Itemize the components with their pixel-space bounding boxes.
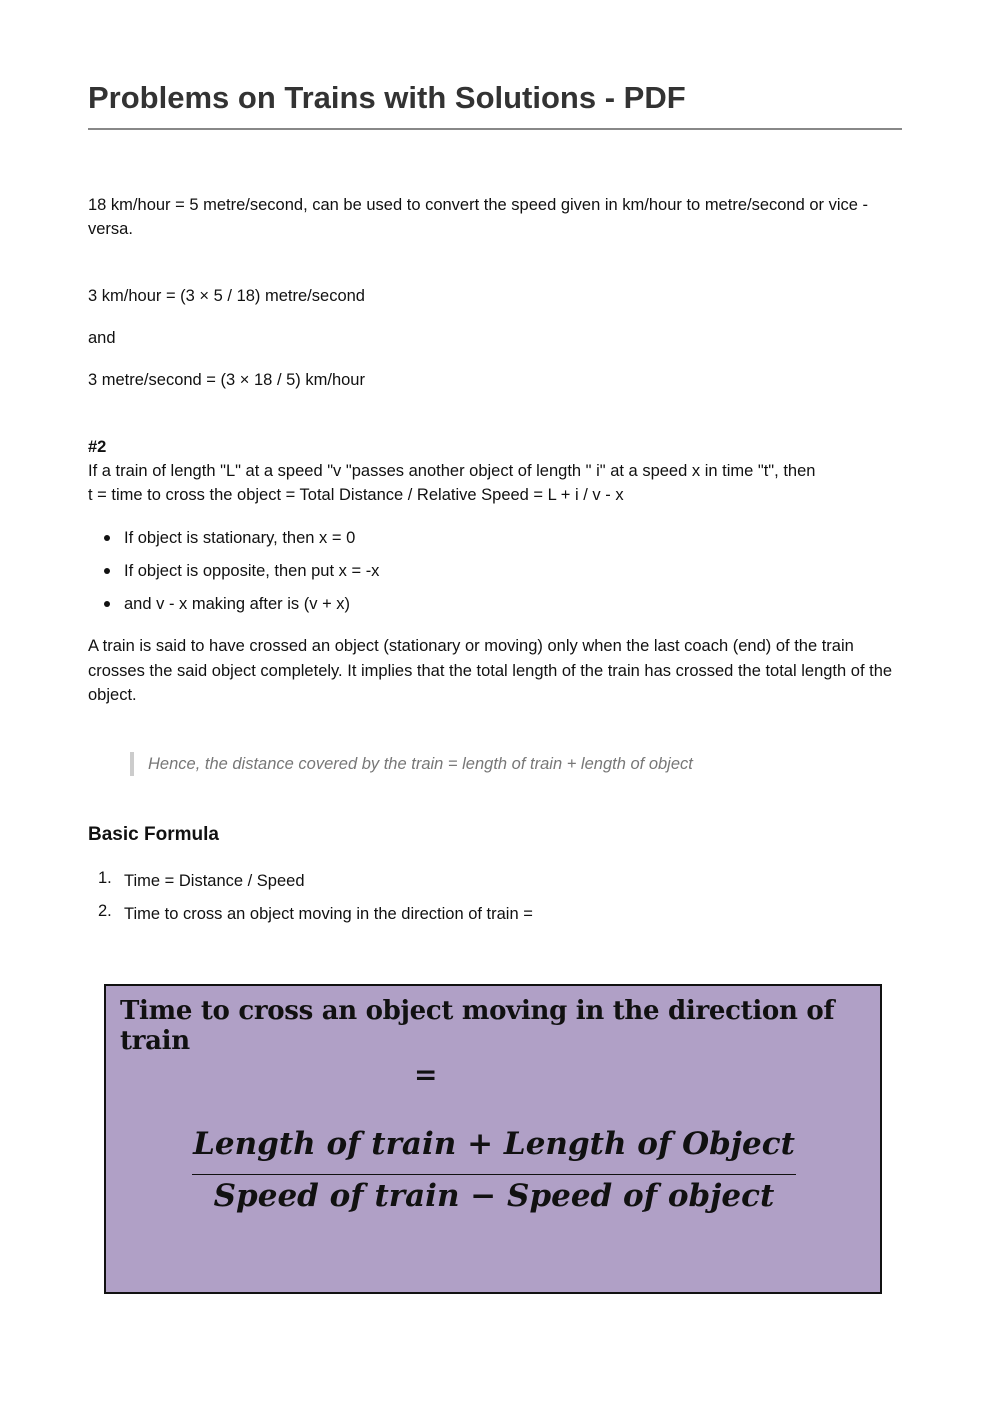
fraction-bar bbox=[192, 1174, 796, 1175]
conversion-2: 3 metre/second = (3 × 18 / 5) km/hour bbox=[88, 371, 365, 389]
list-number: 2. bbox=[98, 902, 112, 920]
page-title: Problems on Trains with Solutions - PDF bbox=[88, 80, 686, 115]
intro-text: 18 km/hour = 5 metre/second, can be used to convert the speed given in km/hour to metre/second or vice - versa. bbox=[88, 196, 869, 238]
list-item: and v - x making after is (v + x) bbox=[124, 595, 351, 613]
explanation-paragraph: A train is said to have crossed an object (stationary or moving) only when the last coach (end) of the train crosses the said object completely. It implies that the total length of the train has crossed the total length of the object. bbox=[88, 637, 893, 704]
bullet-icon bbox=[104, 568, 110, 574]
title-divider bbox=[88, 128, 902, 130]
section-line-1: If a train of length "L" at a speed "v "passes another object of length " i" at a speed x in time "t", then bbox=[88, 462, 816, 480]
section-heading: #2 bbox=[88, 438, 107, 456]
list-item: If object is stationary, then x = 0 bbox=[124, 529, 356, 547]
formula-title: Time to cross an object moving in the direction of train bbox=[120, 996, 835, 1056]
formula-equals: = bbox=[414, 1058, 438, 1091]
list-item: If object is opposite, then put x = -x bbox=[124, 562, 380, 580]
bullet-icon bbox=[104, 535, 110, 541]
section-line-2: t = time to cross the object = Total Distance / Relative Speed = L + i / v - x bbox=[88, 486, 624, 504]
list-item: Time = Distance / Speed bbox=[124, 872, 305, 890]
bullet-icon bbox=[104, 601, 110, 607]
blockquote bbox=[130, 752, 693, 776]
list-item: Time to cross an object moving in the direction of train = bbox=[124, 905, 533, 923]
formula-denominator: Speed of train − Speed of object bbox=[213, 1178, 775, 1214]
basic-formula-heading: Basic Formula bbox=[88, 824, 219, 845]
and-text: and bbox=[88, 329, 116, 347]
quote-text: Hence, the distance covered by the train = length of train + length of object bbox=[148, 755, 693, 773]
list-number: 1. bbox=[98, 869, 112, 887]
conversion-1: 3 km/hour = (3 × 5 / 18) metre/second bbox=[88, 287, 365, 305]
formula-numerator: Length of train + Length of Object bbox=[193, 1126, 795, 1162]
formula-image bbox=[104, 984, 882, 1294]
